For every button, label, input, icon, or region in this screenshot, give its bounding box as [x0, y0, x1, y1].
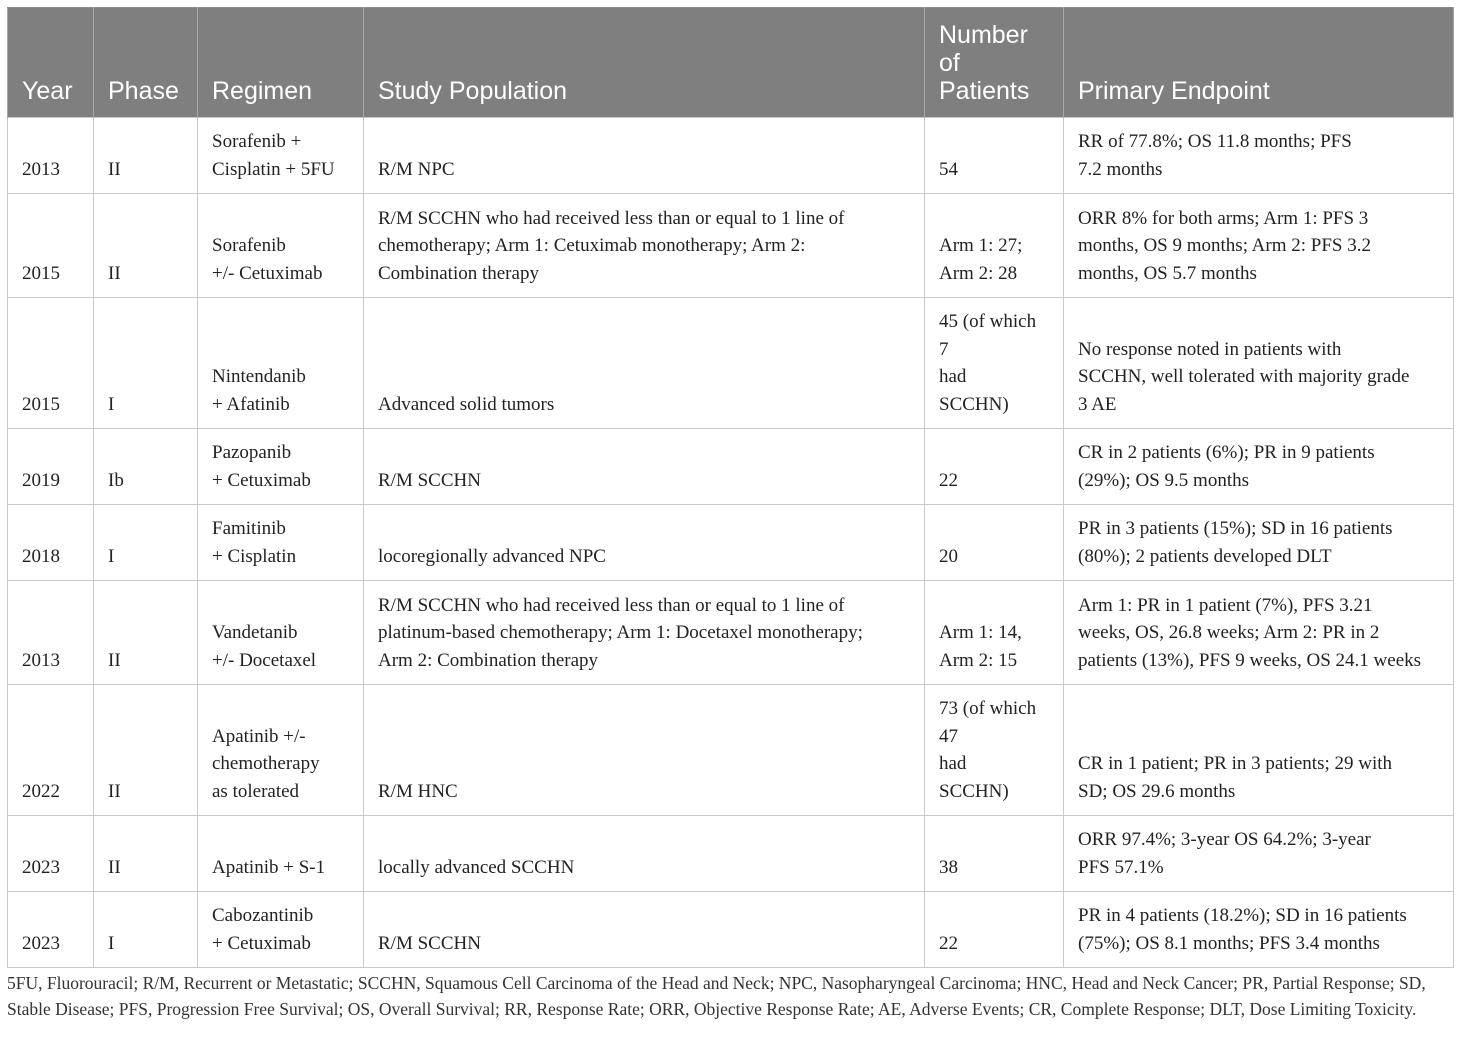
cell-study-population: R/M SCCHN	[364, 429, 925, 505]
cell-number-of-patients: Arm 1: 14, Arm 2: 15	[925, 581, 1064, 685]
cell-study-population: R/M SCCHN who had received less than or equal to 1 line of chemotherapy; Arm 1: Cetuximab monotherapy; Arm 2: Combination therapy	[364, 194, 925, 298]
table-body	[8, 118, 1454, 968]
table-footnote: 5FU, Fluorouracil; R/M, Recurrent or Metastatic; SCCHN, Squamous Cell Carcinoma of the Head and Neck; NPC, Nasopharyngeal Carcinoma; HNC, Head and Neck Cancer; PR, Partial Response; SD, Stable Disease; PFS, Progression Free Survival; OS, Overall Survival; RR, Response Rate; ORR, Objective Response Rate; AE, Adverse Events; CR, Complete Response; DLT, Dose Limiting Toxicity.	[7, 973, 1426, 1019]
cell-number-of-patients: 45 (of which 7 had SCCHN)	[925, 298, 1064, 429]
cell-study-population: locally advanced SCCHN	[364, 816, 925, 892]
cell-regimen: Nintendanib + Afatinib	[198, 298, 364, 429]
header-study-population: Study Population	[364, 8, 925, 118]
table-row	[8, 194, 1454, 298]
cell-year: 2015	[8, 298, 94, 429]
table-row	[8, 118, 1454, 194]
table-row	[8, 581, 1454, 685]
table-row	[8, 429, 1454, 505]
cell-year: 2013	[8, 581, 94, 685]
cell-primary-endpoint: ORR 8% for both arms; Arm 1: PFS 3 months, OS 9 months; Arm 2: PFS 3.2 months, OS 5.7 months	[1064, 194, 1454, 298]
cell-regimen: Sorafenib + Cisplatin + 5FU	[198, 118, 364, 194]
cell-phase: II	[94, 581, 198, 685]
header-row	[8, 8, 1454, 118]
cell-primary-endpoint: PR in 3 patients (15%); SD in 16 patients (80%); 2 patients developed DLT	[1064, 505, 1454, 581]
table-row	[8, 298, 1454, 429]
header-primary-endpoint: Primary Endpoint	[1064, 8, 1454, 118]
header-year: Year	[8, 8, 94, 118]
cell-year: 2019	[8, 429, 94, 505]
table-header	[8, 8, 1454, 118]
table-container	[7, 7, 1453, 968]
cell-regimen: Apatinib + S-1	[198, 816, 364, 892]
cell-primary-endpoint: PR in 4 patients (18.2%); SD in 16 patients (75%); OS 8.1 months; PFS 3.4 months	[1064, 892, 1454, 968]
cell-primary-endpoint: CR in 1 patient; PR in 3 patients; 29 with SD; OS 29.6 months	[1064, 685, 1454, 816]
cell-primary-endpoint: Arm 1: PR in 1 patient (7%), PFS 3.21 weeks, OS, 26.8 weeks; Arm 2: PR in 2 patients (13%), PFS 9 weeks, OS 24.1 weeks	[1064, 581, 1454, 685]
cell-year: 2022	[8, 685, 94, 816]
table-row	[8, 816, 1454, 892]
cell-phase: I	[94, 505, 198, 581]
cell-regimen: Vandetanib +/- Docetaxel	[198, 581, 364, 685]
cell-phase: II	[94, 816, 198, 892]
cell-phase: II	[94, 118, 198, 194]
cell-study-population: R/M SCCHN	[364, 892, 925, 968]
cell-regimen: Pazopanib + Cetuximab	[198, 429, 364, 505]
cell-phase: II	[94, 685, 198, 816]
cell-number-of-patients: Arm 1: 27; Arm 2: 28	[925, 194, 1064, 298]
cell-primary-endpoint: No response noted in patients with SCCHN, well tolerated with majority grade 3 AE	[1064, 298, 1454, 429]
cell-number-of-patients: 22	[925, 892, 1064, 968]
cell-primary-endpoint: RR of 77.8%; OS 11.8 months; PFS 7.2 months	[1064, 118, 1454, 194]
cell-study-population: R/M NPC	[364, 118, 925, 194]
cell-year: 2023	[8, 816, 94, 892]
cell-phase: II	[94, 194, 198, 298]
trials-table	[7, 7, 1454, 968]
cell-study-population: R/M SCCHN who had received less than or equal to 1 line of platinum-based chemotherapy; Arm 1: Docetaxel monotherapy; Arm 2: Combination therapy	[364, 581, 925, 685]
cell-study-population: locoregionally advanced NPC	[364, 505, 925, 581]
cell-phase: Ib	[94, 429, 198, 505]
cell-primary-endpoint: ORR 97.4%; 3-year OS 64.2%; 3-year PFS 57.1%	[1064, 816, 1454, 892]
table-row	[8, 685, 1454, 816]
header-phase: Phase	[94, 8, 198, 118]
cell-number-of-patients: 73 (of which 47 had SCCHN)	[925, 685, 1064, 816]
cell-phase: I	[94, 298, 198, 429]
cell-number-of-patients: 22	[925, 429, 1064, 505]
cell-regimen: Cabozantinib + Cetuximab	[198, 892, 364, 968]
header-number-of-patients: Number of Patients	[925, 8, 1064, 118]
cell-number-of-patients: 20	[925, 505, 1064, 581]
cell-primary-endpoint: CR in 2 patients (6%); PR in 9 patients (29%); OS 9.5 months	[1064, 429, 1454, 505]
cell-year: 2013	[8, 118, 94, 194]
cell-year: 2018	[8, 505, 94, 581]
cell-number-of-patients: 54	[925, 118, 1064, 194]
cell-number-of-patients: 38	[925, 816, 1064, 892]
table-row	[8, 505, 1454, 581]
cell-regimen: Sorafenib +/- Cetuximab	[198, 194, 364, 298]
cell-phase: I	[94, 892, 198, 968]
cell-year: 2015	[8, 194, 94, 298]
table-row	[8, 892, 1454, 968]
cell-study-population: R/M HNC	[364, 685, 925, 816]
cell-year: 2023	[8, 892, 94, 968]
header-regimen: Regimen	[198, 8, 364, 118]
cell-study-population: Advanced solid tumors	[364, 298, 925, 429]
cell-regimen: Famitinib + Cisplatin	[198, 505, 364, 581]
cell-regimen: Apatinib +/- chemotherapy as tolerated	[198, 685, 364, 816]
